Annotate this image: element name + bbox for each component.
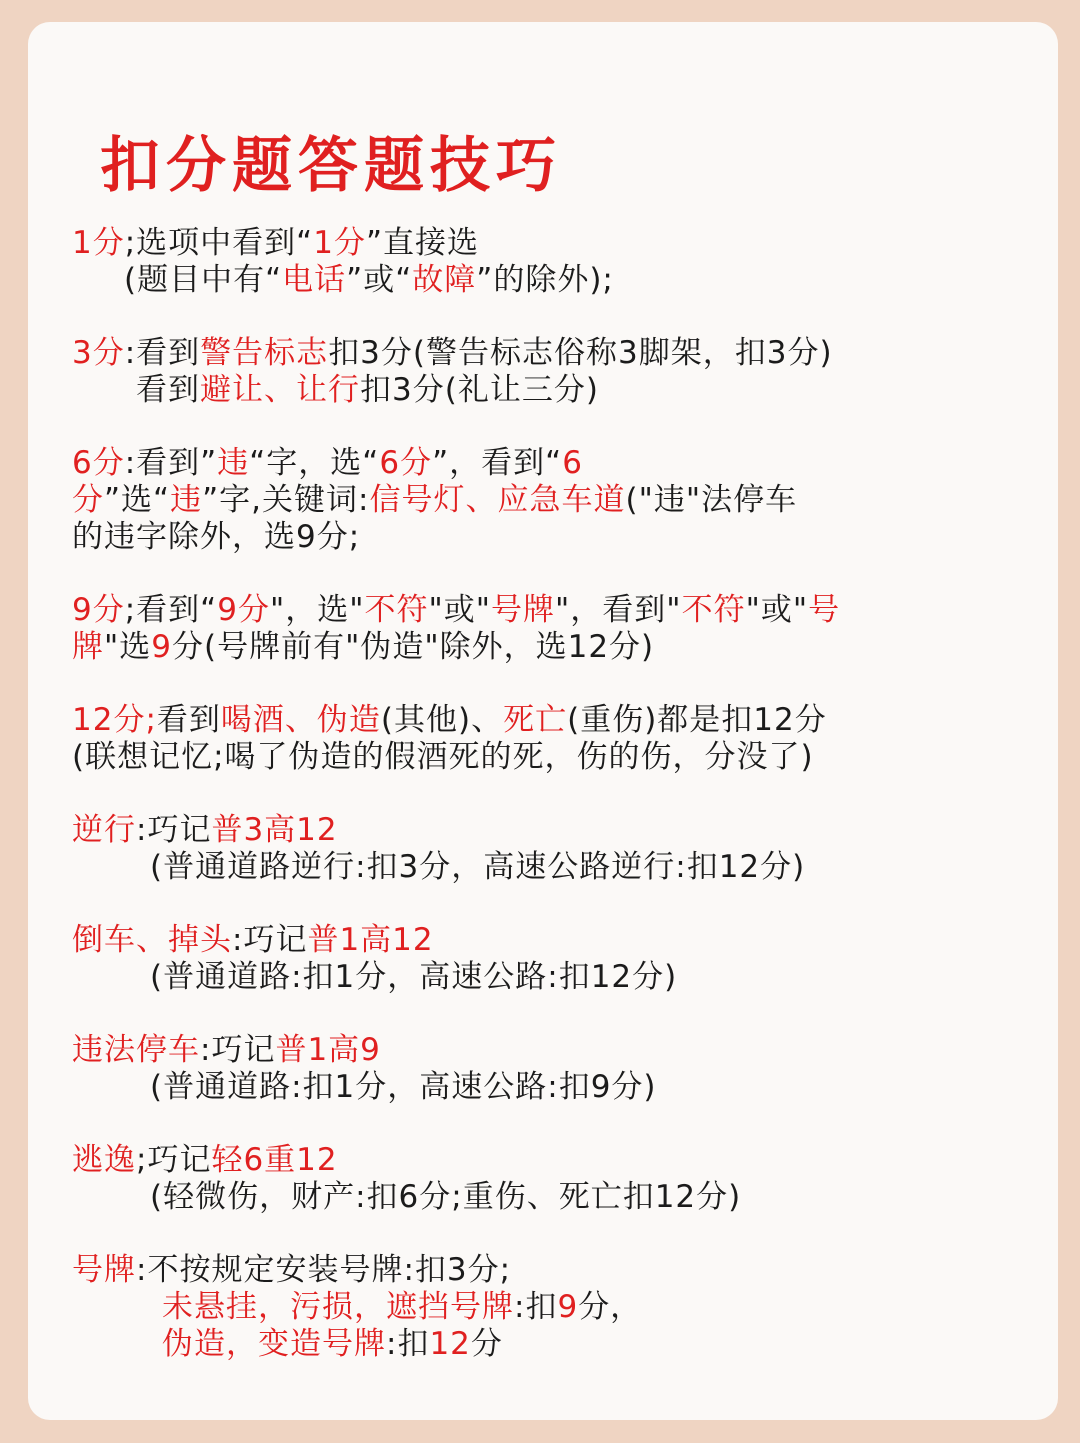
tip-line — [72, 702, 1022, 739]
highlight-text: 故障 — [412, 262, 477, 298]
tip-line — [72, 1179, 1022, 1216]
body-text: ;巧记 — [136, 1142, 212, 1178]
highlight-text: 号 — [808, 592, 841, 628]
highlight-text: 6 — [562, 445, 583, 481]
tip-illegal-parking — [72, 1032, 1022, 1106]
tip-line — [72, 519, 1022, 556]
highlight-text: 12分; — [72, 702, 157, 738]
tip-line — [72, 812, 1022, 849]
body-text: "或" — [745, 592, 809, 628]
highlight-text: 倒车、掉头 — [72, 922, 232, 958]
body-text: (轻微伤，财产:扣6分;重伤、死亡扣12分) — [150, 1179, 742, 1215]
body-text: ”，看到“ — [432, 445, 563, 481]
highlight-text: 避让、让行 — [200, 372, 360, 408]
body-text: :巧记 — [136, 812, 212, 848]
highlight-text: 1分 — [72, 225, 125, 261]
body-text: ;选项中看到“ — [124, 225, 314, 261]
tip-reverse-uturn — [72, 922, 1022, 996]
tip-line — [72, 372, 1022, 409]
tip-wrong-way — [72, 812, 1022, 886]
highlight-text: 12 — [429, 1326, 471, 1362]
tip-license-plate — [72, 1252, 1022, 1363]
body-text: 分(号牌前有"伪造"除外，选12分) — [172, 629, 655, 665]
tip-line — [72, 959, 1022, 996]
body-text: "，看到" — [555, 592, 682, 628]
highlight-text: 喝酒、伪造 — [220, 702, 381, 738]
tips-list — [72, 225, 1022, 1399]
highlight-text: 违法停车 — [72, 1032, 200, 1068]
tip-line — [72, 1252, 1022, 1289]
body-text: (普通道路:扣1分，高速公路:扣9分) — [150, 1069, 657, 1105]
tip-line — [72, 849, 1022, 886]
body-text: 扣3分(警告标志俗称3脚架，扣3分) — [328, 335, 833, 371]
body-text: 分 — [470, 1326, 503, 1362]
body-text: ("违"法停车 — [625, 482, 798, 518]
tip-line — [72, 592, 1022, 629]
highlight-text: 电话 — [282, 262, 347, 298]
body-text: ”直接选 — [365, 225, 480, 261]
tip-line — [72, 262, 1022, 299]
body-text: :扣 — [514, 1289, 558, 1325]
body-text: :看到 — [124, 335, 201, 371]
tip-3-points — [72, 335, 1022, 409]
body-text: :看到” — [124, 445, 218, 481]
page-title: 扣分题答题技巧 — [100, 131, 562, 201]
tip-line — [72, 1289, 1022, 1326]
body-text: ;看到“ — [124, 592, 218, 628]
tip-line — [72, 482, 1022, 519]
tip-1-point — [72, 225, 1022, 299]
highlight-text: 不符 — [681, 592, 746, 628]
body-text: "或" — [428, 592, 492, 628]
body-text: ”或“ — [346, 262, 413, 298]
body-text: ”选“ — [104, 482, 171, 518]
highlight-text: 普1高9 — [275, 1032, 381, 1068]
tip-line — [72, 1142, 1022, 1179]
highlight-text: 分 — [72, 482, 104, 518]
highlight-text: 死亡 — [503, 702, 568, 738]
tip-line — [72, 1326, 1022, 1363]
highlight-text: 违 — [170, 482, 203, 518]
body-text: (其他)、 — [380, 702, 504, 738]
body-text: :不按规定安装号牌:扣3分; — [136, 1252, 512, 1288]
highlight-text: 伪造，变造号牌 — [162, 1326, 386, 1362]
tip-hit-and-run — [72, 1142, 1022, 1216]
body-text: (普通道路逆行:扣3分，高速公路逆行:扣12分) — [150, 849, 806, 885]
body-text: 看到 — [156, 702, 221, 738]
body-text: 扣3分(礼让三分) — [360, 372, 599, 408]
tip-6-points — [72, 445, 1022, 556]
body-text: (题目中有“ — [124, 262, 283, 298]
highlight-text: 普3高12 — [211, 812, 338, 848]
highlight-text: 逃逸 — [72, 1142, 136, 1178]
highlight-text: 1分 — [313, 225, 366, 261]
body-text: :巧记 — [200, 1032, 276, 1068]
body-text: (普通道路:扣1分，高速公路:扣12分) — [150, 959, 678, 995]
tip-9-points — [72, 592, 1022, 666]
tip-line — [72, 335, 1022, 372]
highlight-text: 不符 — [364, 592, 429, 628]
body-text: (重伤)都是扣12分 — [567, 702, 827, 738]
highlight-text: 警告标志 — [200, 335, 329, 371]
highlight-text: 9分 — [217, 592, 270, 628]
highlight-text: 违 — [217, 445, 250, 481]
highlight-text: 9 — [151, 629, 172, 665]
body-text: ”的除外); — [476, 262, 614, 298]
highlight-text: 信号灯、应急车道 — [369, 482, 626, 518]
body-text: "，选" — [269, 592, 365, 628]
body-text: ”字,关键词: — [202, 482, 370, 518]
tip-line — [72, 1032, 1022, 1069]
highlight-text: 3分 — [72, 335, 125, 371]
body-text: (联想记忆;喝了伪造的假酒死的死，伤的伤，分没了) — [72, 739, 814, 775]
body-text: “字，选“ — [249, 445, 380, 481]
tip-12-points — [72, 702, 1022, 776]
body-text: :扣 — [386, 1326, 430, 1362]
body-text: 看到 — [136, 372, 200, 408]
tip-line — [72, 922, 1022, 959]
tip-line — [72, 1069, 1022, 1106]
highlight-text: 6分 — [72, 445, 125, 481]
highlight-text: 9 — [557, 1289, 579, 1325]
highlight-text: 逆行 — [72, 812, 136, 848]
body-text: 分， — [578, 1289, 643, 1325]
highlight-text: 轻6重12 — [211, 1142, 338, 1178]
highlight-text: 普1高12 — [307, 922, 434, 958]
body-text: 的违字除外，选9分; — [72, 519, 361, 555]
tip-line — [72, 629, 1022, 666]
highlight-text: 牌 — [72, 629, 104, 665]
tip-line — [72, 445, 1022, 482]
highlight-text: 号牌 — [491, 592, 556, 628]
body-text: :巧记 — [232, 922, 308, 958]
tip-line — [72, 739, 1022, 776]
highlight-text: 未悬挂，污损，遮挡号牌 — [162, 1289, 514, 1325]
body-text: "选 — [104, 629, 152, 665]
highlight-text: 9分 — [72, 592, 125, 628]
highlight-text: 号牌 — [72, 1252, 136, 1288]
tip-line — [72, 225, 1022, 262]
highlight-text: 6分 — [379, 445, 433, 481]
